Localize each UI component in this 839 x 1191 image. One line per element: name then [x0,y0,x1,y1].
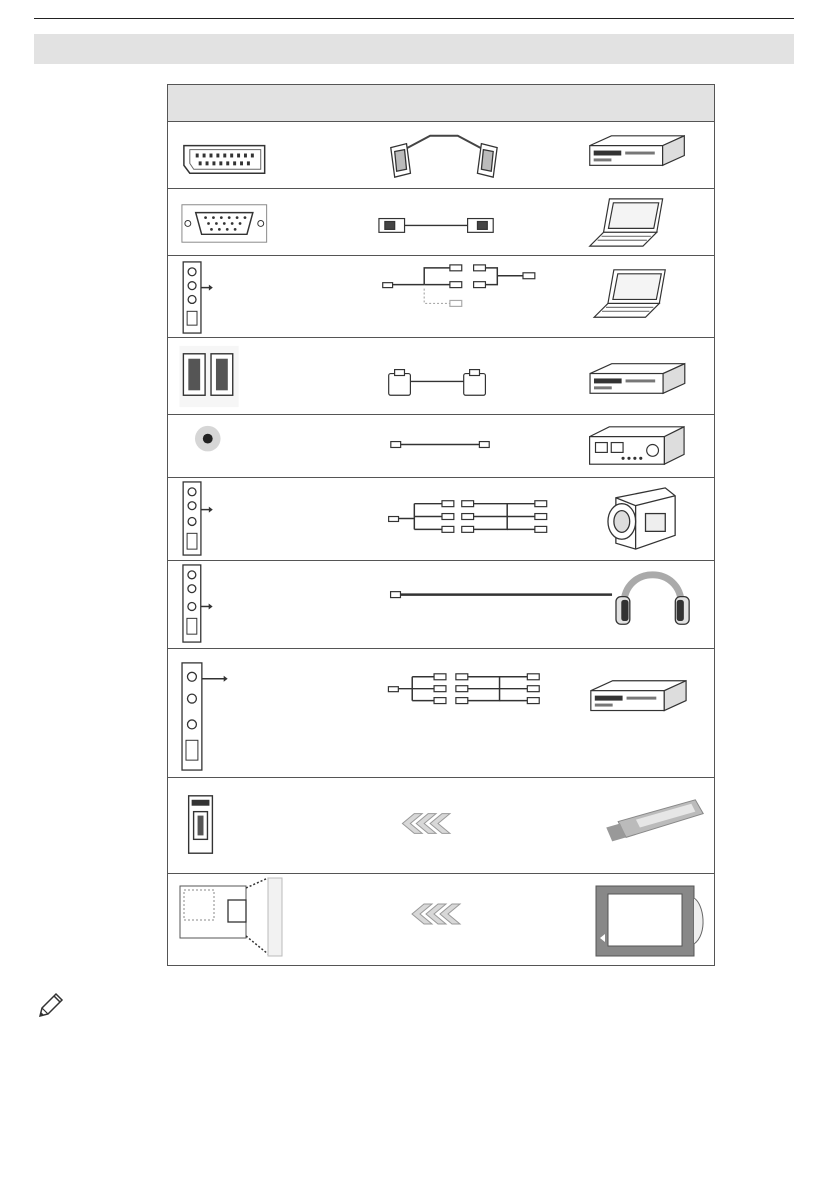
hdmi-cable-icon [389,370,486,396]
connections-table [167,84,715,966]
laptop-icon [590,199,663,246]
headphones-icon [616,575,689,624]
row-pc-audio [168,256,714,338]
dvd-player-icon [591,681,686,711]
hdmi-socket-icon [179,346,238,407]
top-rule [34,18,794,19]
coaxial-cable-icon [391,442,489,448]
row-ypbpr [168,649,714,778]
audio-amplifier-icon [590,427,684,464]
usb-stick-icon [606,800,703,842]
usb-socket-icon [189,796,213,853]
pencil-note-icon [34,990,66,1022]
row-spdif [168,415,714,478]
dvd-player-icon [590,136,685,166]
camcorder-icon [608,488,675,549]
cam-module-icon [596,886,703,956]
row-ci [168,874,714,965]
av-jack-cable-icon [383,265,535,306]
headphone-cable-icon [391,592,612,598]
ypbpr-cable-icon [388,674,539,704]
av-jack-cable-icon [389,501,547,533]
row-side-av [168,478,714,561]
spdif-socket-icon [195,426,221,452]
row-hdmi [168,338,714,415]
side-av-socket-icon [183,565,213,642]
scart-socket-icon [184,146,265,174]
insert-arrows-icon [412,904,460,924]
row-vga [168,189,714,256]
laptop-icon [594,270,665,317]
dvd-player-icon [590,364,685,394]
row-headphone [168,561,714,649]
scart-cable-icon [391,136,497,177]
side-av-socket-icon [183,482,213,555]
row-usb [168,778,714,874]
side-av-socket-icon [183,262,213,333]
table-header [168,85,714,122]
insert-arrows-icon [402,814,450,834]
side-av-socket-icon [182,663,228,770]
row-scart [168,122,714,189]
vga-socket-icon [182,205,267,242]
vga-cable-icon [379,219,493,233]
ci-slot-icon [180,878,282,956]
title-bar [34,34,794,64]
